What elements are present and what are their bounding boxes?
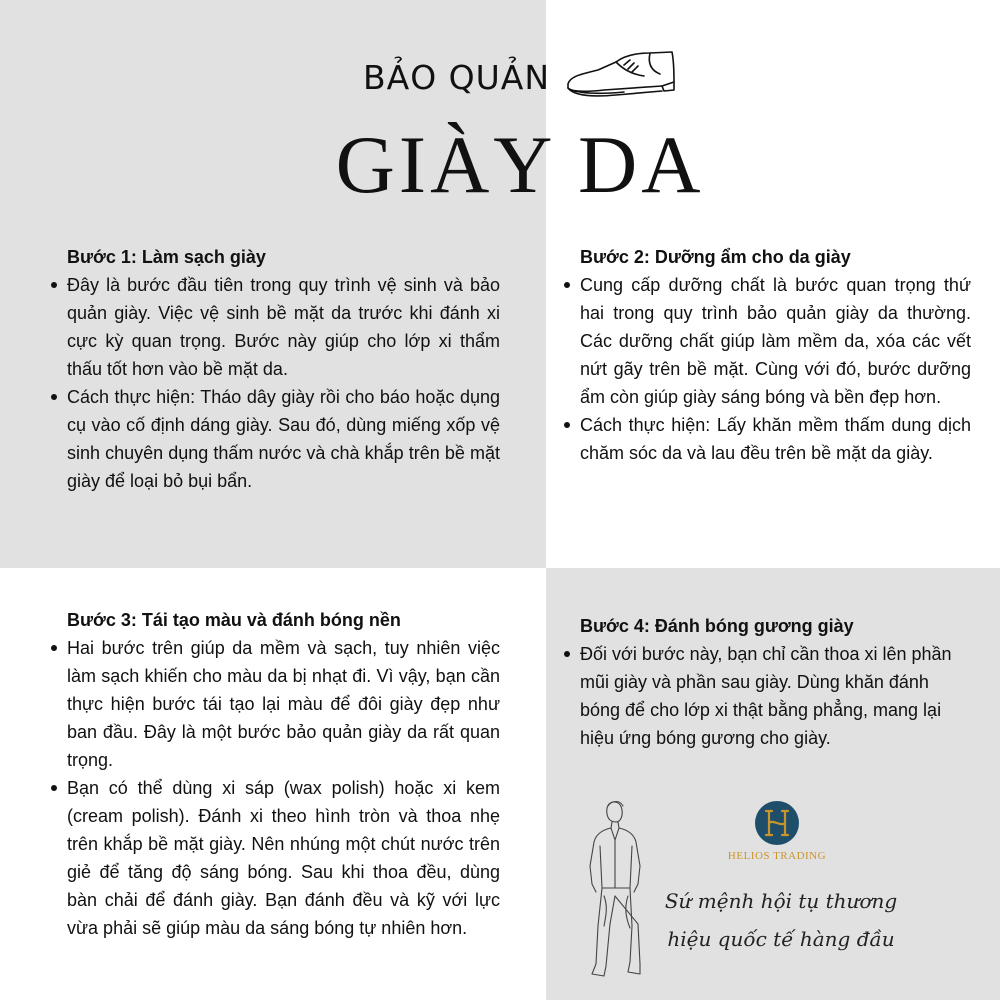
step-3-title: Bước 3: Tái tạo màu và đánh bóng nền xyxy=(67,610,401,630)
title-line-1: BẢO QUẢN xyxy=(363,58,551,97)
brand-name: HELIOS TRADING xyxy=(727,850,827,862)
man-sketch-illustration xyxy=(578,796,654,982)
step-1-title: Bước 1: Làm sạch giày xyxy=(67,247,266,267)
slogan xyxy=(656,882,906,958)
step-2-bullet-2: Cách thực hiện: Lấy khăn mềm thấm dung dịch chăm sóc da và lau đều trên bề mặt da giày. xyxy=(580,411,971,467)
step-2-title: Bước 2: Dưỡng ẩm cho da giày xyxy=(580,247,851,267)
step-3-bullet-2: Bạn có thể dùng xi sáp (wax polish) hoặc xi kem (cream polish). Đánh xi theo hình tròn và thoa nhẹ trên khắp bề mặt giày. Nên nhúng một chút nước trên giẻ để tăng độ sáng bóng. Sau khi thoa đều, dùng bàn chải để đánh giày. Bạn đánh đều và kỹ với lực vừa phải sẽ giúp màu da sáng bóng tự nhiên hơn. xyxy=(67,774,500,942)
dress-shoe-icon xyxy=(564,48,680,102)
step-1-bullet-1: Đây là bước đầu tiên trong quy trình vệ sinh và bảo quản giày. Việc vệ sinh bề mặt da trước khi đánh xi cực kỳ quan trọng. Bước này giúp cho lớp xi thẩm thấu tốt hơn vào bề mặt da. xyxy=(67,271,500,383)
step-3-bullet-1: Hai bước trên giúp da mềm và sạch, tuy nhiên việc làm sạch khiến cho màu da bị nhạt đi. Vì vậy, bạn cần thực hiện bước tái tạo lại màu để đôi giày đẹp như ban đầu. Đây là một bước bảo quản giày da rất quan trọng. xyxy=(67,634,500,774)
helios-h-logo-icon xyxy=(754,800,800,846)
slogan-line-2: hiệu quốc tế hàng đầu xyxy=(667,927,895,951)
step-1-section xyxy=(67,245,500,495)
step-2-bullet-1: Cung cấp dưỡng chất là bước quan trọng thứ hai trong quy trình bảo quản giày da thường. Các dưỡng chất giúp làm mềm da, xóa các vết nứt gãy trên bề mặt. Cùng với đó, bước dưỡng ẩm còn giúp giày sáng bóng và bền đẹp hơn. xyxy=(580,271,971,411)
slogan-line-1: Sứ mệnh hội tụ thương xyxy=(664,889,898,913)
step-4-title: Bước 4: Đánh bóng gương giày xyxy=(580,616,854,636)
step-2-section xyxy=(580,245,971,467)
step-3-section xyxy=(67,608,500,942)
step-4-section xyxy=(580,614,971,752)
step-4-bullet-1: Đối với bước này, bạn chỉ cần thoa xi lên phần mũi giày và phần sau giày. Dùng khăn đánh bóng để cho lớp xi thật bằng phẳng, mang lại hiệu ứng bóng gương cho giày. xyxy=(580,640,971,752)
step-1-bullet-2: Cách thực hiện: Tháo dây giày rồi cho báo hoặc dụng cụ vào cố định dáng giày. Sau đó, dùng miếng xốp vệ sinh chuyên dụng thấm nước và chà khắp trên bề mặt giày để loại bỏ bụi bẩn. xyxy=(67,383,500,495)
title-line-2: GIÀY DA xyxy=(335,119,705,210)
